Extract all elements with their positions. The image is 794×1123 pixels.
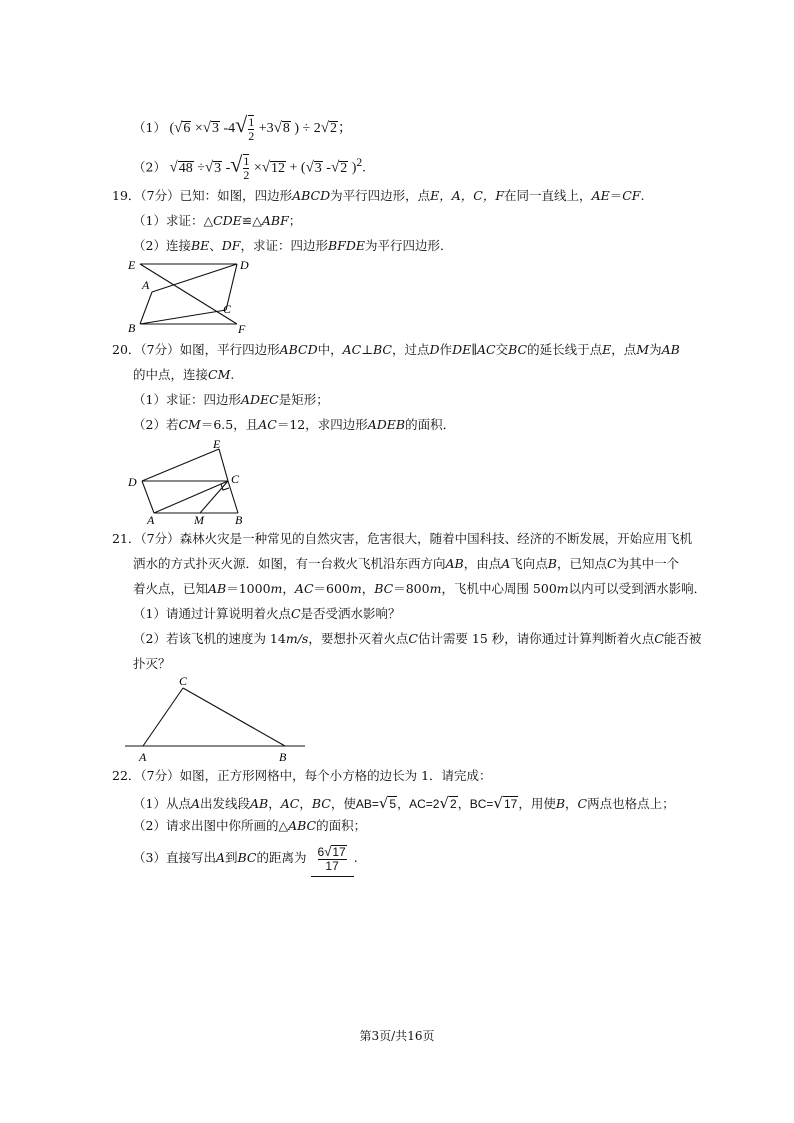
q19-label-C: C — [223, 302, 232, 316]
q20-label-A: A — [147, 513, 155, 527]
q22-sub3: （3）直接写出A到BC的距离为 $\frac{6√17}{17}$ . — [133, 840, 358, 877]
q21-label-A: A — [139, 750, 147, 764]
q20-stem-line1: 20．（7分）如图，平行四边形ABCD中，AC⊥BC，过点D作DE∥AC交BC的延长线于点E，点M为AB — [112, 342, 680, 357]
q19-label-B: B — [128, 321, 136, 335]
q19-sub1: （1）求证：△CDE≌△ABF； — [133, 213, 302, 228]
q20-label-D: D — [128, 475, 137, 489]
q20-sub1: （1）求证：四边形ADEC是矩形； — [133, 392, 329, 407]
q21-sub2-cont: 扑灭？ — [133, 656, 171, 671]
q19-label-E: E — [128, 258, 136, 272]
q21-figure — [125, 672, 305, 764]
q19-sub2: （2）连接BE、DF，求证：四边形BFDE为平行四边形． — [133, 238, 453, 253]
q20-label-E: E — [213, 438, 221, 451]
q18-part1: （1） (√6 ×√3 -4√ $\frac{1}{2}$ +3√8 ) ÷ 2√2； — [133, 112, 352, 143]
q22-answer-blank[interactable] — [311, 840, 354, 877]
q19-stem: 19．（7分）已知：如图，四边形ABCD为平行四边形，点E，A，C，F在同一直线上，AE＝CF. — [112, 188, 645, 203]
q19-label-A: A — [142, 278, 150, 292]
q21-sub2: （2）若该飞机的速度为 14m/s，要想扑灭着火点C估计需要 15 秒，请你通过计算判断着火点C能否被 — [133, 631, 702, 646]
q19-label-F: F — [238, 322, 246, 336]
q21-sub1: （1）请通过计算说明着火点C是否受洒水影响？ — [133, 606, 401, 621]
q22-sub2: （2）请求出图中你所画的△ABC的面积； — [133, 818, 367, 833]
q21-label-B: B — [279, 750, 287, 764]
q20-label-B: B — [235, 513, 243, 527]
page-number: 第3页/共16页 — [359, 1029, 435, 1043]
q22-answer-fraction: $\frac{6√17}{17}$ — [317, 843, 346, 873]
q21-stem-line2: 洒水的方式扑灭火源．如图，有一台救火飞机沿东西方向AB，由点A飞向点B，已知点C为其中一个 — [133, 556, 680, 571]
q19-figure — [120, 255, 260, 337]
q20-sub2: （2）若CM＝6.5，且AC＝12，求四边形ADEB的面积． — [133, 417, 456, 432]
q20-label-C: C — [231, 472, 240, 486]
q22-sub1: （1）从点A出发线段AB，AC，BC，使AB=√5，AC=2√2，BC=√17，用使B，C两点也格点上； — [133, 794, 675, 812]
q21-stem-line1: 21．（7分）森林火灾是一种常见的自然灾害，危害很大，随着中国科技、经济的不断发展，开始应用飞机 — [112, 531, 693, 546]
q22-stem: 22．（7分）如图，正方形网格中，每个小方格的边长为 1．请完成： — [112, 768, 492, 783]
q20-label-M: M — [194, 513, 204, 527]
q20-figure — [124, 438, 254, 528]
q18-part2: （2） √48 ÷√3 -√ $\frac{1}{2}$ ×√12 + (√3 -√2 )$^2$. — [133, 151, 366, 183]
q21-stem-line3: 着火点，已知AB＝1000m，AC＝600m，BC＝800m，飞机中心周围 500m以内可以受到洒水影响． — [133, 581, 707, 596]
q20-stem-line2: 的中点，连接CM. — [133, 367, 235, 382]
q19-label-D: D — [240, 258, 249, 272]
q21-label-C: C — [179, 674, 188, 688]
